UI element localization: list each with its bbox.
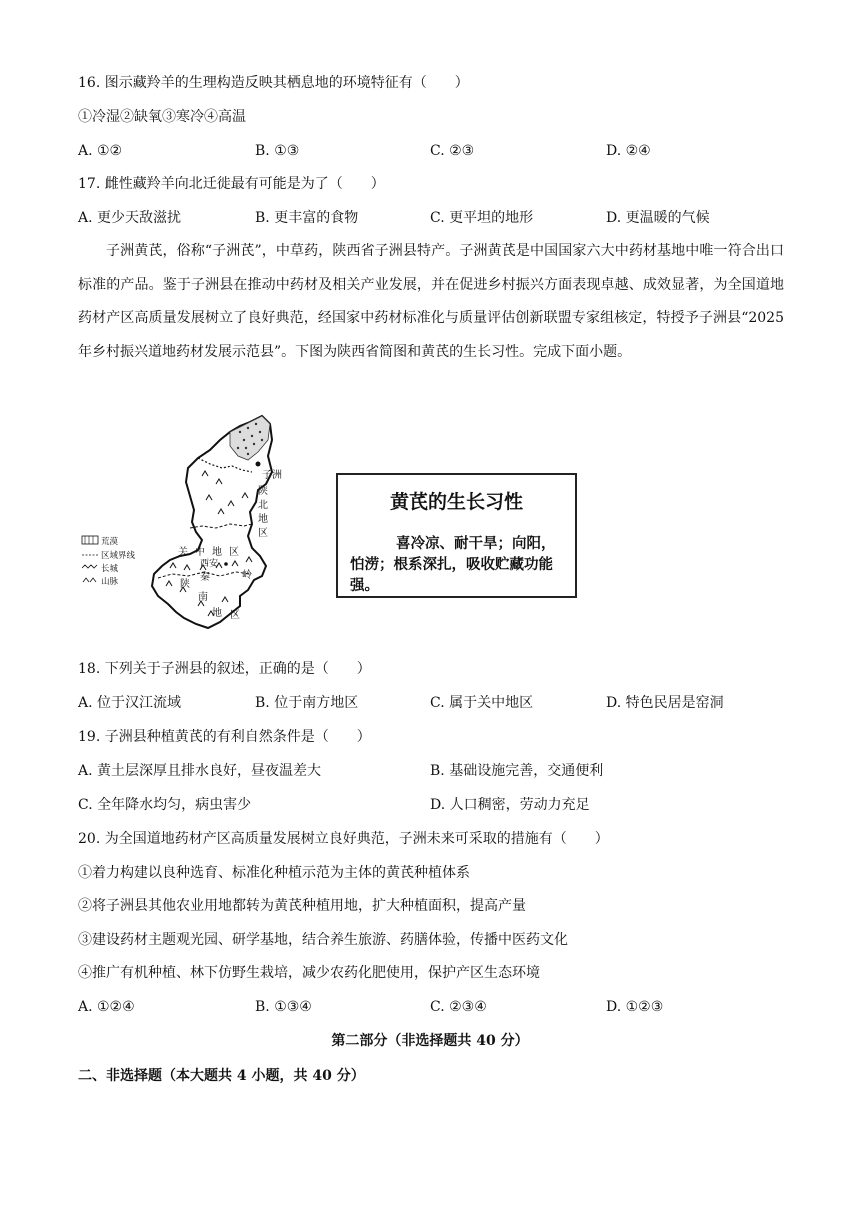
label-shaannan-1: 陕 [180, 579, 190, 590]
zizhou-marker [256, 462, 261, 467]
xian-marker [224, 562, 228, 566]
q17-option-a: A. 更少天敌滋扰 [78, 210, 182, 226]
passage-text: 子洲黄芪，俗称“子洲芪”，中草药，陕西省子洲县特产。子洲黄芪是中国国家六大中药材基地中唯一符合出口标准的产品。鉴于子洲县在推动中药材及相关产业发展，并在促进乡村振兴方面表现卓越、成效显著，为全国道地药材产区高质量发展树立了良好典范，经国家中药材标准化与质量评估创新联盟专家组核定，特授予子洲县“2025年乡村振兴道地药材发展示范县”。下图为陕西省简图和黄芪的生长习性。完成下面小题。 [78, 243, 784, 360]
label-xian: 西安 [200, 559, 219, 569]
q17-option-d: D. 更温暖的气候 [606, 210, 710, 226]
great-wall-line [198, 458, 252, 472]
q20-item-3: ③建设药材主题观光园、研学基地，结合养生旅游、药膳体验，传播中医药文化 [78, 932, 568, 948]
q19-stem: 19. 子洲县种植黄芪的有利自然条件是（ ） [78, 729, 371, 745]
q18-stem: 18. 下列关于子洲县的叙述，正确的是（ ） [78, 661, 371, 677]
label-guanzhong: 关中地区 [178, 547, 246, 558]
legend-desert: 荒漠 [101, 537, 119, 547]
legend-boundary: 区域界线 [101, 551, 136, 561]
q18-option-b: B. 位于南方地区 [255, 695, 359, 711]
label-shaannan-4: 区 [230, 610, 240, 621]
q18-option-a: A. 位于汉江流域 [78, 695, 182, 711]
q16-items: ①冷湿②缺氧③寒冷④高温 [78, 109, 246, 125]
label-shaanbei-2: 北 [258, 500, 268, 511]
label-shaanbei-3: 地 [258, 514, 268, 525]
label-shaanbei-4: 区 [258, 528, 268, 539]
label-shaannan-2: 南 [198, 592, 208, 603]
q18-option-c: C. 属于关中地区 [430, 695, 534, 711]
q20-item-2: ②将子洲县其他农业用地都转为黄芪种植用地，扩大种植面积，提高产量 [78, 898, 526, 914]
q16-option-b: B. ①③ [255, 143, 300, 159]
legend-great-wall: 长城 [101, 564, 119, 574]
label-zizhou: 子洲 [262, 470, 282, 481]
q19-option-c: C. 全年降水均匀，病虫害少 [78, 797, 252, 813]
region-boundary-north [190, 524, 252, 528]
q20-option-a: A. ①②④ [78, 999, 135, 1015]
q20-stem: 20. 为全国道地药材产区高质量发展树立良好典范，子洲未来可采取的措施有（ ） [78, 831, 609, 847]
q20-item-1: ①着力构建以良种选育、标准化种植示范为主体的黄芪种植体系 [78, 865, 470, 881]
map-legend [82, 536, 136, 587]
q19-option-a: A. 黄土层深厚且排水良好，昼夜温差大 [78, 763, 322, 779]
part2-title: 第二部分（非选择题共 40 分） [331, 1033, 529, 1049]
q20-option-c: C. ②③④ [430, 999, 487, 1015]
q16-stem: 16. 图示藏羚羊的生理构造反映其栖息地的环境特征有（ ） [78, 75, 469, 91]
shaanxi-map [80, 410, 290, 640]
label-shaanbei-1: 陕 [258, 486, 268, 497]
part2-section-heading: 二、非选择题（本大题共 4 小题，共 40 分） [78, 1068, 365, 1084]
q18-option-d: D. 特色民居是窑洞 [606, 695, 724, 711]
q20-item-4: ④推广有机种植、林下仿野生栽培，减少农药化肥使用，保护产区生态环境 [78, 965, 540, 981]
q17-option-b: B. 更丰富的食物 [255, 210, 359, 226]
q20-option-b: B. ①③④ [255, 999, 312, 1015]
desert-area [230, 416, 270, 460]
q19-option-d: D. 人口稠密，劳动力充足 [430, 797, 590, 813]
legend-mountain: 山脉 [101, 577, 119, 587]
habit-title: 黄芪的生长习性 [389, 491, 523, 513]
q16-option-c: C. ②③ [430, 143, 475, 159]
habit-body: 喜冷凉、耐干旱；向阳，怕涝；根系深扎，吸收贮藏功能强。 [350, 535, 556, 594]
q19-option-b: B. 基础设施完善，交通便利 [430, 763, 604, 779]
q20-option-d: D. ①②③ [606, 999, 664, 1015]
q16-option-a: A. ①② [78, 143, 123, 159]
label-ling: 岭 [242, 570, 252, 581]
q17-option-c: C. 更平坦的地形 [430, 210, 534, 226]
label-shaannan-3: 地 [212, 608, 222, 619]
shaanxi-map-graphic [80, 410, 290, 640]
q16-option-d: D. ②④ [606, 143, 651, 159]
q17-stem: 17. 雌性藏羚羊向北迁徙最有可能是为了（ ） [78, 176, 385, 192]
label-qin: 秦 [200, 572, 210, 583]
huangqi-habit-box [336, 473, 577, 598]
